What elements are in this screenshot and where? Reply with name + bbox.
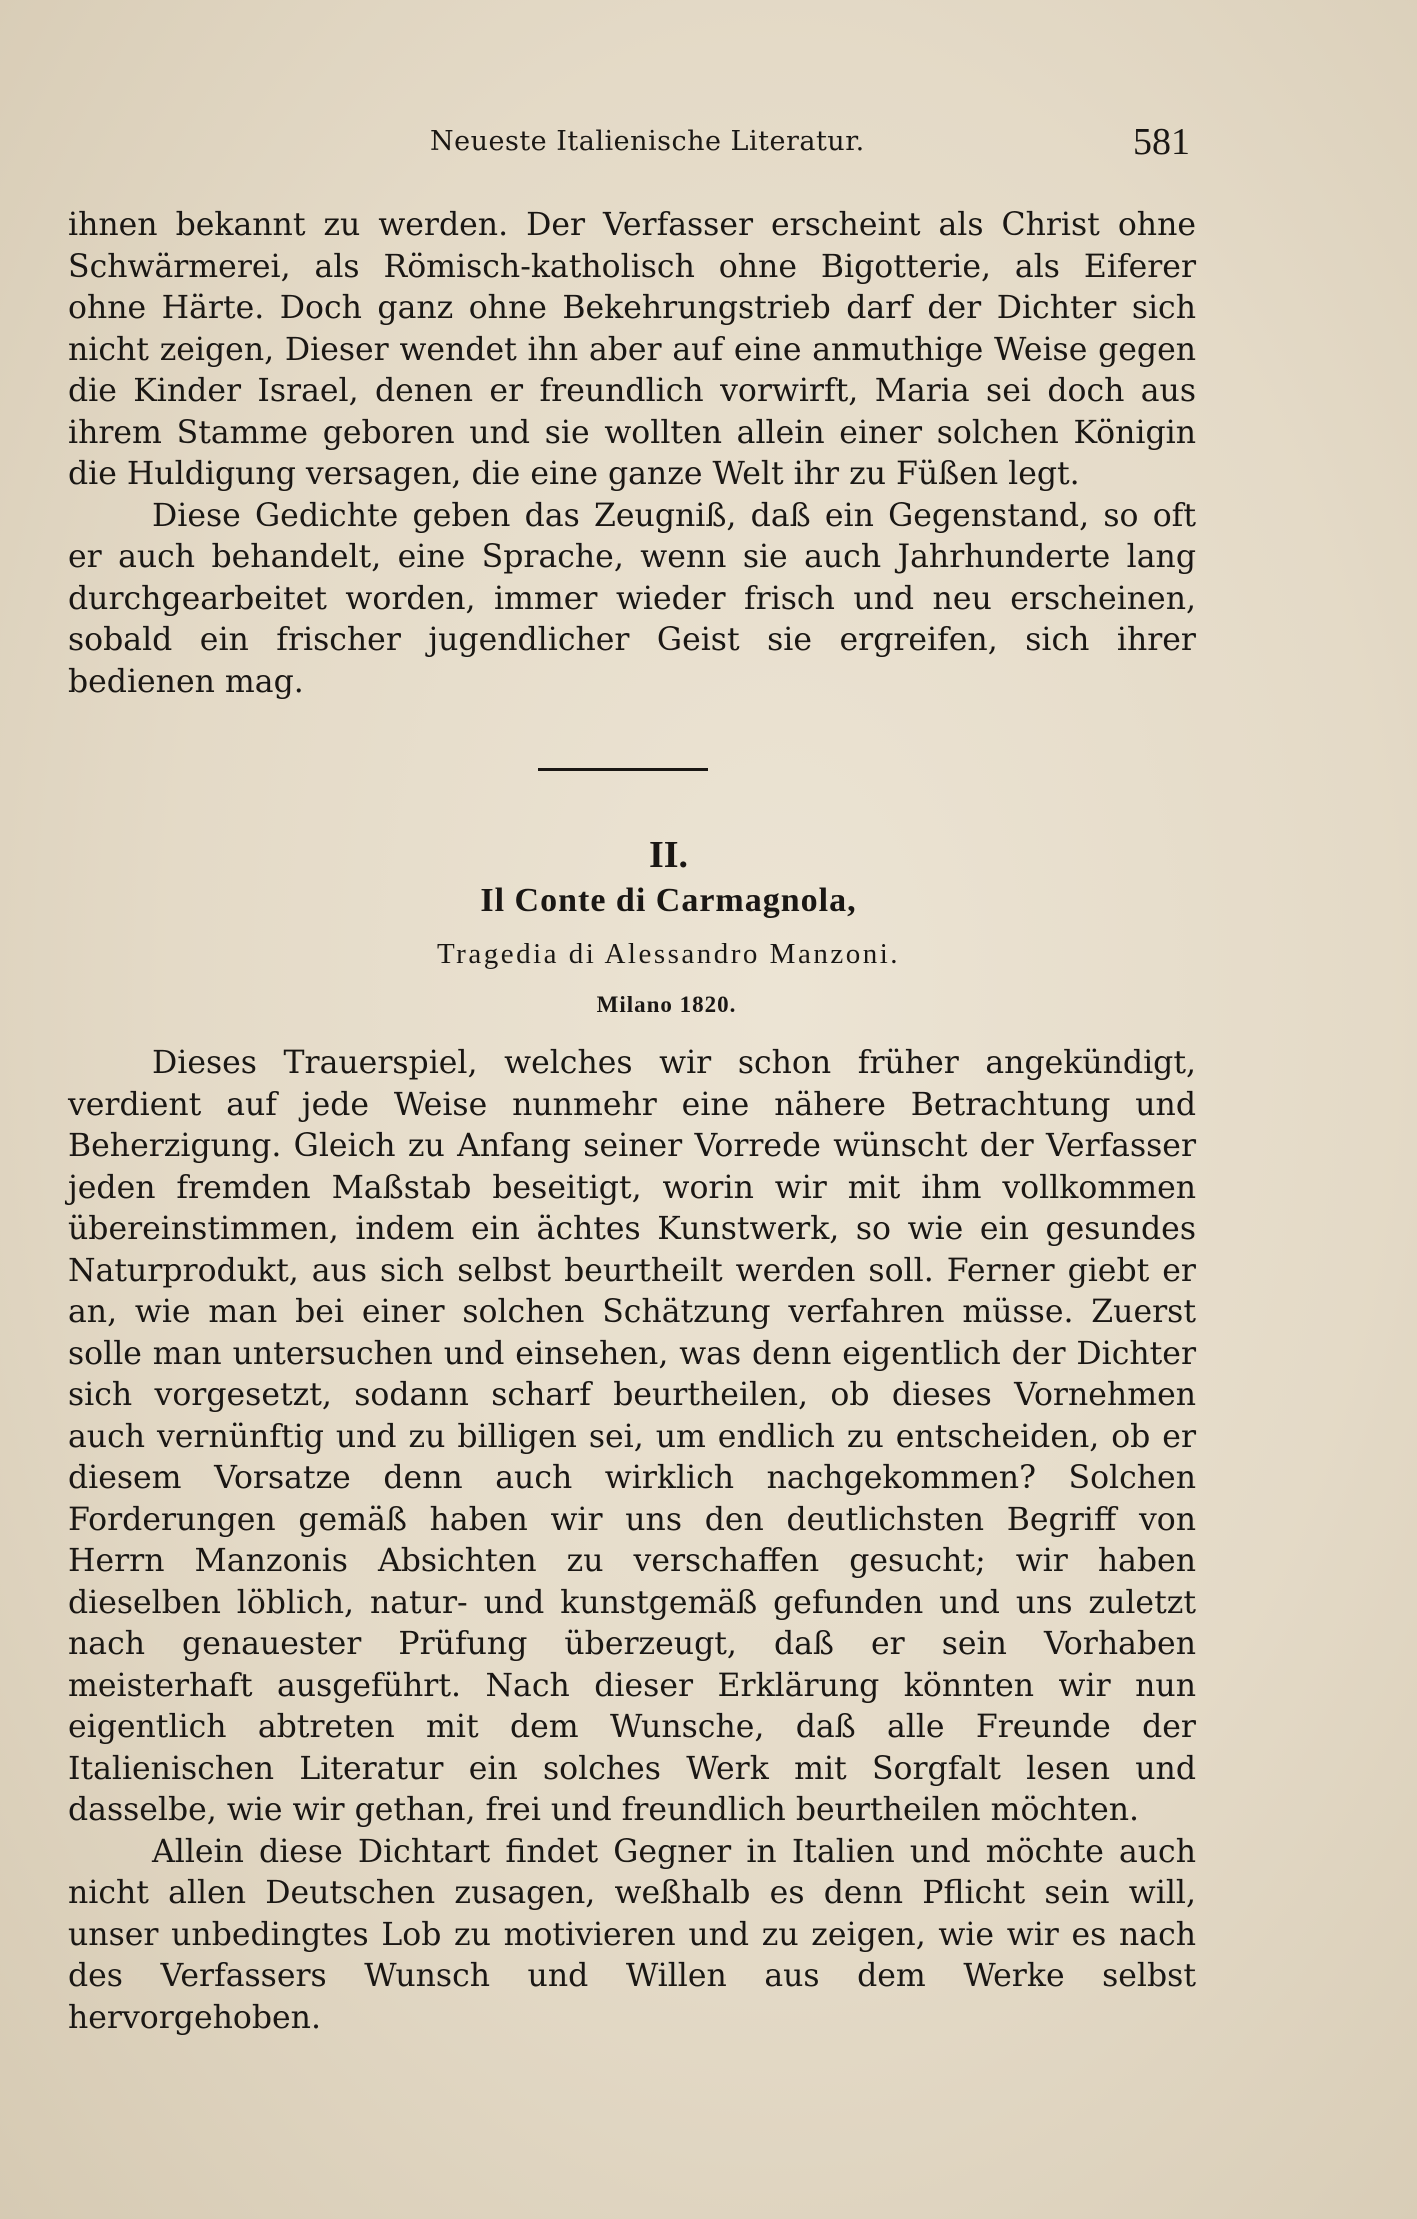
publication-place-date: Milano 1820. [596,992,737,1017]
section-two-text [68,1043,1196,2039]
running-title: Neueste Italienische Literatur. [430,126,865,157]
page-number: 581 [1133,121,1190,163]
work-subtitle: Tragedia di Alessandro Manzoni. [436,938,901,970]
paragraph: ihnen bekannt zu werden. Der Verfasser erscheint als Christ ohne Schwärmerei, als Römisch-katholisch ohne Bigotterie, als Eiferer ohne Härte. Doch ganz ohne Bekehrungstrieb darf der Dichter sich nicht zeigen, Dieser wendet ihn aber auf eine anmuthige Weise gegen die Kinder Israel, denen er freundlich vorwirft, Maria sei doch aus ihrem Stamme geboren und sie wollten allein einer solchen Königin die Huldigung versagen, die eine ganze Welt ihr zu Füßen legt. [68,207,1196,492]
paragraph: Diese Gedichte geben das Zeugniß, daß ein Gegenstand, so oft er auch behandelt, eine Sprache, wenn sie auch Jahrhunderte lang durchgearbeitet worden, immer wieder frisch und neu erscheinen, sobald ein frischer jugendlicher Geist sie ergreifen, sich ihrer bedienen mag. [68,497,1196,700]
paragraph: Dieses Trauerspiel, welches wir schon früher angekündigt, verdient auf jede Weise nunmehr eine nähere Betrachtung und Beherzigung. Gleich zu Anfang seiner Vorrede wünscht der Verfasser jeden fremden Maßstab beseitigt, worin wir mit ihm vollkommen übereinstimmen, indem ein ächtes Kunstwerk, so wie ein gesundes Naturprodukt, aus sich selbst beurtheilt werden soll. Ferner giebt er an, wie man bei einer solchen Schätzung verfahren müsse. Zuerst solle man untersuchen und einsehen, was denn eigentlich der Dichter sich vorgesetzt, sodann scharf beurtheilen, ob dieses Vornehmen auch vernünftig und zu billigen sei, um endlich zu entscheiden, ob er diesem Vorsatze denn auch wirklich nachgekommen? Solchen Forderungen gemäß haben wir uns den deutlichsten Begriff von Herrn Manzonis Absichten zu verschaffen gesucht; wir haben dieselben löblich, natur- und kunstgemäß gefunden und uns zuletzt nach genauester Prüfung überzeugt, daß er sein Vorhaben meisterhaft ausgeführt. Nach dieser Erklärung könnten wir nun eigentlich abtreten mit dem Wunsche, daß alle Freunde der Italienischen Literatur ein solches Werk mit Sorgfalt lesen und dasselbe, wie wir gethan, frei und freundlich beurtheilen möchten. [68,1045,1196,1828]
work-title: Il Conte di Carmagnola, [480,882,857,919]
paragraph: Allein diese Dichtart findet Gegner in Italien und möchte auch nicht allen Deutschen zusagen, weßhalb es denn Pflicht sein will, unser unbedingtes Lob zu motivieren und zu zeigen, wie wir es nach des Verfassers Wunsch und Willen aus dem Werke selbst hervorgehoben. [68,1833,1196,2036]
running-head [0,120,1417,180]
section-one-text [68,205,1196,703]
section-divider [538,768,708,771]
section-number: II. [648,834,689,876]
